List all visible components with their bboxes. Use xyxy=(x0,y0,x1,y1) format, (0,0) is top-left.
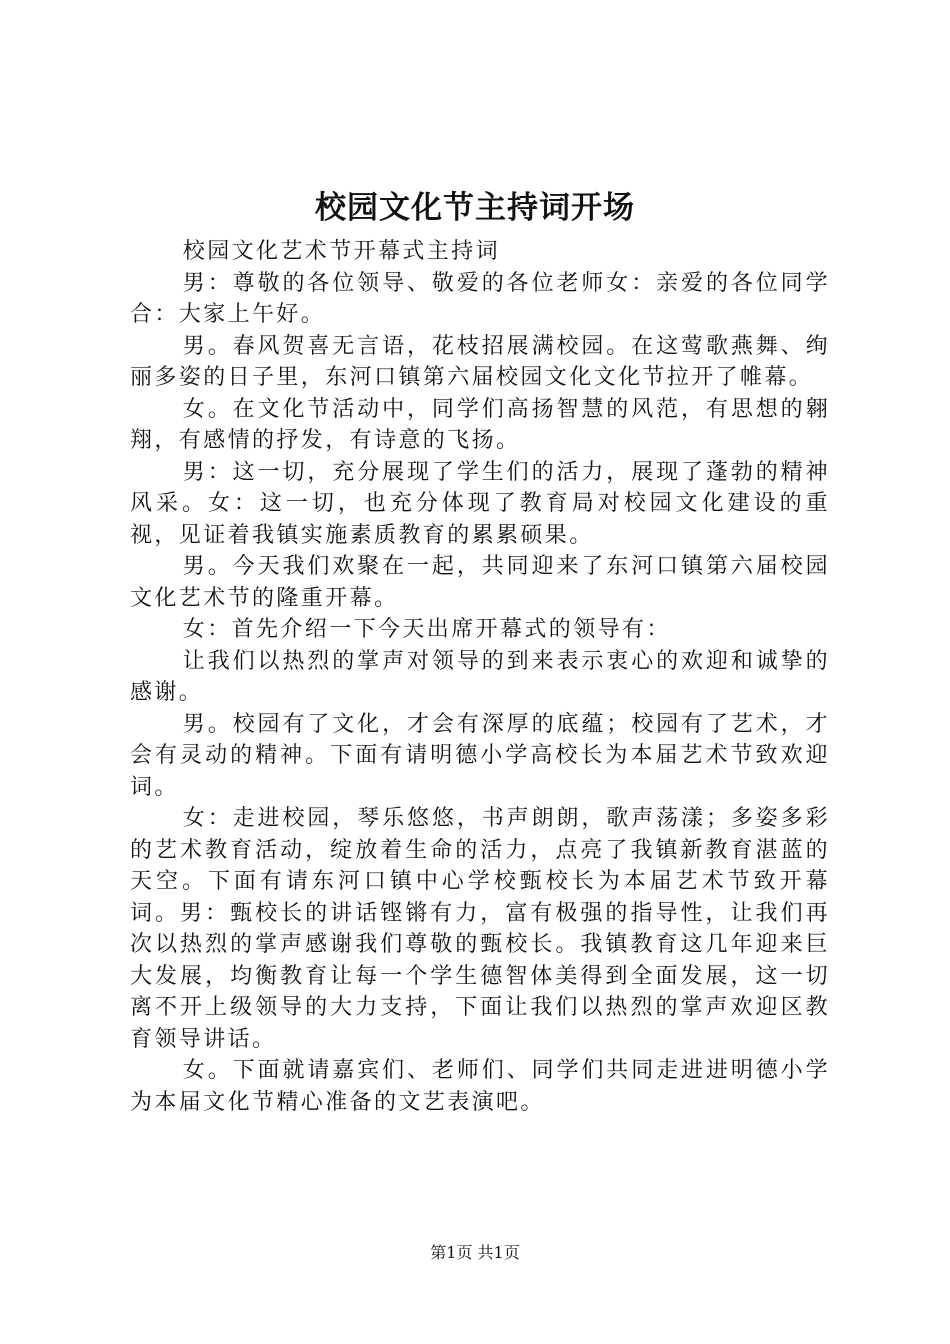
page-number-footer: 第1页 共1页 xyxy=(430,1243,520,1262)
paragraph: 女。在文化节活动中，同学们高扬智慧的风范，有思想的翱翔，有感情的抒发，有诗意的飞扬。 xyxy=(130,396,830,453)
paragraph: 男：这一切，充分展现了学生们的活力，展现了蓬勃的精神风采。女：这一切，也充分体现了教育局对校园文化建设的重视，见证着我镇实施素质教育的累累硕果。 xyxy=(130,459,830,548)
paragraph: 男。春风贺喜无言语，花枝招展满校园。在这莺歌燕舞、绚丽多姿的日子里，东河口镇第六届校园文化文化节拉开了帷幕。 xyxy=(130,333,830,390)
paragraph: 女：走进校园，琴乐悠悠，书声朗朗，歌声荡漾；多姿多彩的艺术教育活动，绽放着生命的活力，点亮了我镇新教育湛蓝的天空。下面有请东河口镇中心学校甄校长为本届艺术节致开幕词。男：甄校长的讲话铿锵有力，富有极强的指导性，让我们再次以热烈的掌声感谢我们尊敬的甄校长。我镇教育这几年迎来巨大发展，均衡教育让每一个学生德智体美得到全面发展，这一切离不开上级领导的大力支持，下面让我们以热烈的掌声欢迎区教育领导讲话。 xyxy=(130,806,830,1052)
paragraph: 男。校园有了文化，才会有深厚的底蕴；校园有了艺术，才会有灵动的精神。下面有请明德小学高校长为本届艺术节致欢迎词。 xyxy=(130,711,830,800)
paragraph-subtitle: 校园文化艺术节开幕式主持词 xyxy=(182,239,500,264)
paragraph: 男：尊敬的各位领导、敬爱的各位老师女：亲爱的各位同学合：大家上午好。 xyxy=(130,270,830,327)
paragraph: 女：首先介绍一下今天出席开幕式的领导有： xyxy=(182,617,671,642)
paragraph: 让我们以热烈的掌声对领导的到来表示衷心的欢迎和诚挚的感谢。 xyxy=(130,648,830,705)
paragraph: 女。下面就请嘉宾们、老师们、同学们共同走进进明德小学为本届文化节精心准备的文艺表演吧。 xyxy=(130,1058,830,1115)
document-title: 校园文化节主持词开场 xyxy=(315,190,635,226)
document-body xyxy=(130,236,830,1118)
paragraph: 男。今天我们欢聚在一起，共同迎来了东河口镇第六届校园文化艺术节的隆重开幕。 xyxy=(130,554,830,611)
